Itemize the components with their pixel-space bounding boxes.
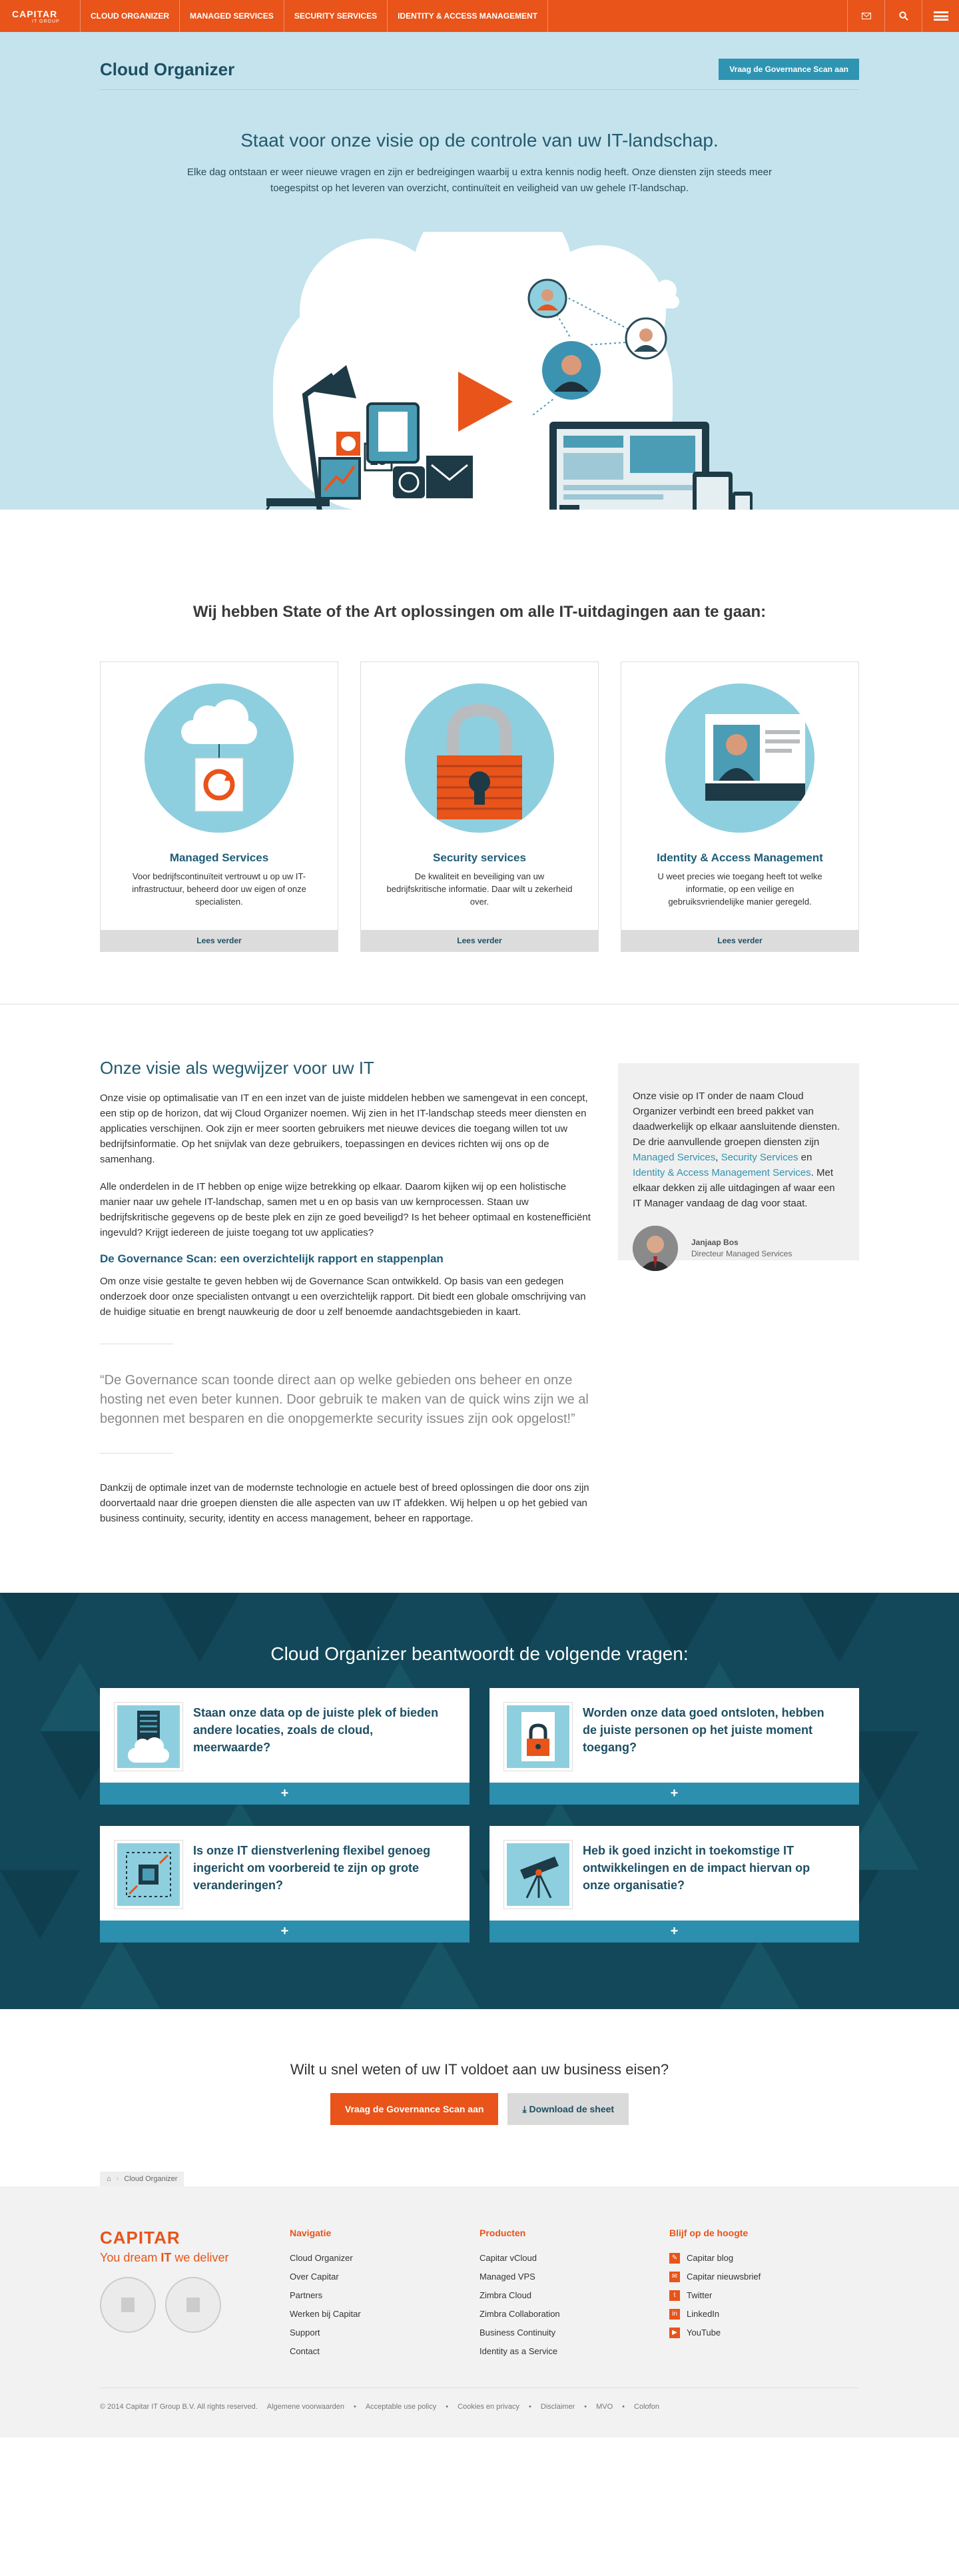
section-divider (0, 1004, 959, 1005)
expand-button[interactable]: + (489, 1921, 859, 1942)
nav-item-cloud-organizer[interactable]: CLOUD ORGANIZER (80, 0, 179, 32)
card-identity-access[interactable] (621, 661, 859, 952)
download-sheet-button[interactable]: ⤓ Download de sheet (507, 2093, 629, 2125)
newsletter-icon: ✉ (669, 2272, 680, 2282)
vision-subtitle: De Governance Scan: een overzichtelijk rapport en stappenplan (100, 1252, 444, 1265)
footer-bottom-bar: © 2014 Capitar IT Group B.V. All rights reserved. Algemene voorwaarden • Acceptable use policy • Cookies en privacy • Disclaimer • MVO • Colofon (100, 2387, 859, 2411)
footer-legal-link[interactable]: Algemene voorwaarden (266, 2403, 344, 2411)
person-name: Janjaap Bos (691, 1238, 739, 1247)
cloud-sync-icon (145, 683, 294, 833)
nav-icons (847, 0, 959, 32)
footer-legal-link[interactable]: Cookies en privacy (458, 2403, 520, 2411)
question-card[interactable] (489, 1826, 859, 1942)
blog-icon: ✎ (669, 2253, 680, 2264)
solutions-heading: Wij hebben State of the Art oplossingen om alle IT-uitdagingen aan te gaan: (192, 603, 767, 621)
breadcrumb: ⌂ › Cloud Organizer (100, 2172, 184, 2186)
question-card[interactable] (100, 1688, 470, 1805)
divider (100, 1453, 173, 1454)
vision-paragraph: Onze visie op optimalisatie van IT en een inzet van de juiste middelen hebben we samengevat in een concept, een stip op de horizon, dat wij Cloud Organizer noemen. Wij zien in het IT-landschap steeds meer diensten en applicaties verschijnen. Ook zijn er meer soorten gebruikers met nieuwe devices die toegang willen tot uw bedrijfsinformatie. Op het snijvlak van deze gebruikers, toepassingen en devices richten wij ons op de samenhang. (100, 1092, 588, 1165)
page-title: Cloud Organizer (100, 59, 235, 79)
card-text: De kwaliteit en beveiliging van uw bedrijfskritische informatie. Daar wilt u zekerheid over. (386, 871, 573, 907)
footer-link[interactable]: Contact (290, 2346, 320, 2356)
mail-icon (426, 456, 473, 498)
main-menu (80, 0, 548, 32)
id-card-icon (665, 683, 814, 833)
footer-legal-link[interactable]: MVO (596, 2403, 613, 2411)
desktop-monitor-icon (549, 422, 709, 510)
home-icon[interactable]: ⌂ (107, 2175, 111, 2183)
capitar-logo[interactable] (0, 0, 80, 32)
hero-illustration (0, 232, 959, 510)
card-title: Managed Services (169, 851, 269, 864)
copyright: © 2014 Capitar IT Group B.V. All rights reserved. (100, 2403, 258, 2411)
scale-chip-icon (115, 1841, 182, 1909)
vision-paragraph: Alle onderdelen in de IT hebben op enige wijze betrekking op elkaar. Daarom kijken wij op een holistische manier naar uw gehele IT-landschap, samen met u en op basis van uw kernprocessen. Staan uw bedrijfskritische gegevens op de beste plek en zijn ze goed beveiligd? Is het beheer optimaal en kostenefficiënt ingevuld? Krijgt iedereen de juiste toegang tot uw applicaties? (100, 1181, 591, 1238)
vision-section (100, 1058, 859, 1526)
page-title-bar (100, 32, 859, 90)
hero-lead: Elke dag ontstaan er weer nieuwe vragen en zijn er bedreigingen waarbij u extra kennis nodig heeft. Onze diensten zijn steeds meer toegespitst op het leveren van overzicht, continuïteit en veiligheid van uw gehele IT-landschap. (186, 167, 773, 194)
vision-paragraph: Om onze visie gestalte te geven hebben wij de Governance Scan ontwikkeld. Op basis van een gedegen onderzoek door onze specialisten ontvangt u een overzichtelijk rapport. Dit biedt een globale omschrijving van de huidige situatie en brengt nauwkeurig de door u zelf benoemde aandachtsgebieden in kaart. (100, 1276, 586, 1318)
link-security-services[interactable]: Security Services (721, 1152, 799, 1163)
hero-headline: Staat voor onze visie op de controle van uw IT-landschap. (240, 130, 719, 151)
question-text: Staan onze data op de juiste plek of bieden andere locaties, zoals de cloud, meerwaarde? (193, 1706, 439, 1754)
footer-link[interactable]: Partners (290, 2290, 323, 2300)
sidebar-text: Onze visie op IT onder de naam Cloud Organizer verbindt een breed pakket van daadwerkelijk op elkaar aansluitende diensten. De drie aanvullende groepen diensten zijn Managed Services, Security Services en Identity & Access Management Services. Met elkaar dekken zij alle uitdagingen af waar een IT Manager vandaag de dag voor staat. (633, 1090, 840, 1209)
lock-document-icon (504, 1703, 572, 1771)
footer-products (480, 2228, 669, 2361)
blog-link[interactable]: ✎ Capitar blog (669, 2249, 859, 2268)
governance-scan-button[interactable]: Vraag de Governance Scan aan (719, 59, 859, 80)
top-navigation (0, 0, 959, 32)
footer-brand (100, 2228, 290, 2361)
question-card[interactable] (100, 1826, 470, 1942)
question-card[interactable] (489, 1688, 859, 1805)
server-cloud-icon (115, 1703, 182, 1771)
footer-navigation (290, 2228, 480, 2361)
questions-heading: Cloud Organizer beantwoordt de volgende vragen: (270, 1643, 689, 1664)
download-icon: ⤓ (522, 2104, 529, 2114)
youtube-icon: ▶ (669, 2328, 680, 2338)
footer-link[interactable]: Zimbra Collaboration (480, 2309, 560, 2319)
link-managed-services[interactable]: Managed Services (633, 1152, 716, 1163)
padlock-icon (405, 683, 554, 833)
footer-legal-link[interactable]: Disclaimer (540, 2403, 575, 2411)
card-security-services[interactable] (360, 661, 599, 952)
question-text: Heb ik goed inzicht in toekomstige IT ontwikkelingen en de impact hiervan op onze organisatie? (583, 1844, 810, 1892)
footer-link[interactable]: Business Continuity (480, 2328, 556, 2338)
questions-section (0, 1593, 959, 2009)
footer-link[interactable]: Zimbra Cloud (480, 2290, 532, 2300)
footer-link[interactable]: Support (290, 2328, 320, 2338)
read-more-link[interactable]: Lees verder (621, 930, 858, 951)
avatar (633, 1226, 678, 1271)
footer-link[interactable]: Cloud Organizer (290, 2253, 353, 2263)
footer-heading: Blijf op de hoogte (669, 2228, 749, 2238)
newsletter-link[interactable]: ✉ Capitar nieuwsbrief (669, 2268, 859, 2286)
globe-icon (393, 466, 425, 498)
card-text: Voor bedrijfscontinuïteit vertrouwt u op uw IT-infrastructuur, beheerd door uw eigen of onze specialisten. (132, 871, 306, 907)
logo-text: CAPITAR (12, 8, 58, 19)
footer-legal-link[interactable]: Acceptable use policy (365, 2403, 437, 2411)
cup-icon (559, 505, 579, 510)
footer-link[interactable]: Werken bij Capitar (290, 2309, 361, 2319)
sidebar-box (618, 1063, 859, 1260)
breadcrumb-item[interactable]: Cloud Organizer (124, 2175, 178, 2183)
card-title: Identity & Access Management (657, 851, 823, 864)
menu-icon[interactable] (922, 0, 959, 32)
footer-social (669, 2228, 859, 2361)
footer-heading: Navigatie (290, 2228, 332, 2238)
card-title: Security services (433, 851, 526, 864)
footer-link[interactable]: Over Capitar (290, 2272, 339, 2282)
nav-item-security-services[interactable]: SECURITY SERVICES (284, 0, 387, 32)
footer-link[interactable]: Identity as a Service (480, 2346, 558, 2356)
certification-seal-icon (165, 2277, 221, 2333)
person-role: Directeur Managed Services (691, 1249, 793, 1258)
person-block (633, 1226, 844, 1271)
footer-link[interactable]: Managed VPS (480, 2272, 535, 2282)
footer-logo[interactable]: CAPITAR (100, 2228, 180, 2248)
mail-icon[interactable] (847, 0, 884, 32)
nav-item-managed-services[interactable]: MANAGED SERVICES (179, 0, 284, 32)
footer-link[interactable]: Capitar vCloud (480, 2253, 537, 2263)
twitter-link[interactable]: t Twitter (669, 2286, 859, 2305)
footer-tagline: You dream IT we deliver (100, 2251, 229, 2264)
search-icon[interactable] (884, 0, 922, 32)
read-more-link[interactable]: Lees verder (361, 930, 598, 951)
question-text: Worden onze data goed ontsloten, hebben de juiste personen op het juiste moment toegang? (583, 1706, 824, 1754)
expand-button[interactable]: + (489, 1783, 859, 1805)
governance-scan-button[interactable]: Vraag de Governance Scan aan (330, 2093, 499, 2125)
hero-section (0, 32, 959, 510)
link-identity-access[interactable]: Identity & Access Management Services (633, 1167, 811, 1178)
certification-seal-icon (100, 2277, 156, 2333)
cta-section (0, 2009, 959, 2125)
vision-title: Onze visie als wegwijzer voor uw IT (100, 1058, 374, 1078)
telescope-icon (504, 1841, 572, 1909)
footer-heading: Producten (480, 2228, 526, 2238)
logo-subtext: IT GROUP (32, 19, 60, 24)
footer (0, 2186, 959, 2437)
vision-paragraph: Dankzij de optimale inzet van de modernste technologie en actuele best of breed oplossingen die door ons zijn doorvertaald naar drie groepen diensten die alle aspecten van uw IT afdekken. Wij helpen u op het gebied van business continuity, security, identity en access management, beheer en rapportage. (100, 1482, 589, 1524)
card-text: U weet precies wie toegang heeft tot welke informatie, op een veilige en gebruiksvriendelijke manier geregeld. (657, 871, 822, 907)
footer-legal-link[interactable]: Colofon (634, 2403, 659, 2411)
linkedin-icon: in (669, 2309, 680, 2320)
cta-heading: Wilt u snel weten of uw IT voldoet aan uw business eisen? (290, 2061, 669, 2078)
question-text: Is onze IT dienstverlening flexibel genoeg ingericht om voorbereid te zijn op grote veranderingen? (193, 1844, 431, 1892)
solutions-section (100, 603, 859, 952)
expand-button[interactable]: + (100, 1783, 470, 1805)
expand-button[interactable]: + (100, 1921, 470, 1942)
twitter-icon: t (669, 2290, 680, 2301)
testimonial-quote: “De Governance scan toonde direct aan op welke gebieden ons beheer en onze hosting net even beter kunnen. Door gebruik te maken van de quick wins zijn we al begonnen met besparen en die onopgemerkte security issues zijn ook opgelost!” (100, 1373, 589, 1426)
linkedin-link[interactable]: in LinkedIn (669, 2305, 859, 2324)
card-managed-services[interactable] (100, 661, 338, 952)
youtube-link[interactable]: ▶ YouTube (669, 2324, 859, 2342)
read-more-link[interactable]: Lees verder (101, 930, 338, 951)
nav-item-identity-access[interactable]: IDENTITY & ACCESS MANAGEMENT (387, 0, 548, 32)
